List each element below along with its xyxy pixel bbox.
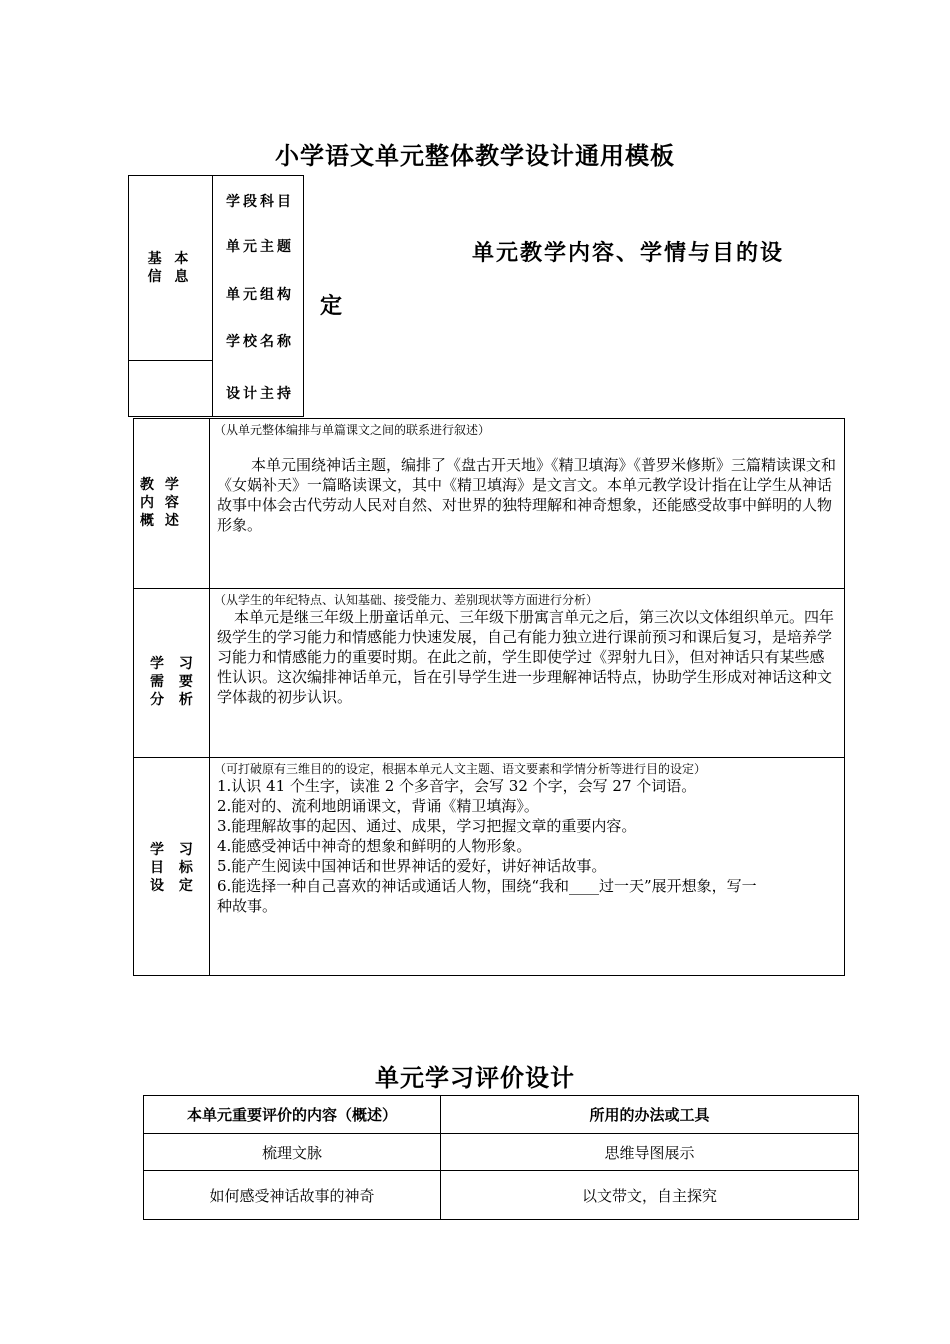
divider <box>212 175 213 417</box>
divider <box>133 588 845 589</box>
goal-item: 2.能对的、流利地朗诵课文，背诵《精卫填海》。 <box>217 797 539 815</box>
section-hint: （从学生的年纪特点、认知基础、接受能力、差别现状等方面进行分析） <box>214 593 599 607</box>
page-title: 小学语文单元整体教学设计通用模板 <box>275 142 675 170</box>
section-heading-continued: 定 <box>320 294 343 319</box>
table-cell: 梳理文脉 <box>144 1134 441 1171</box>
table-header-row <box>144 1096 859 1134</box>
column-header: 本单元重要评价的内容（概述） <box>144 1096 441 1134</box>
section-label-needs-analysis: 学 习 需 要 分 析 <box>150 656 198 708</box>
field-design-host: 设计主持 <box>226 386 294 402</box>
table-cell: 以文带文，自主探究 <box>441 1171 859 1220</box>
table-cell: 如何感受神话故事的神奇 <box>144 1171 441 1220</box>
goal-item: 4.能感受神话中神奇的想象和鲜明的人物形象。 <box>217 837 532 855</box>
evaluation-table <box>143 1095 859 1220</box>
section-paragraph: 本单元是继三年级上册童话单元、三年级下册寓言单元之后，第三次以文体组织单元。四年级学生的学习能力和情感能力快速发展，自己有能力独立进行课前预习和课后复习，是培养学习能力和情感能力的重要时期。在此之前，学生即使学过《羿射九日》，但对神话只有某些感性认识。这次编排神话单元，旨在引导学生进一步理解神话特点，协助学生形成对神话这种文学体裁的初步认识。 <box>217 608 835 706</box>
section-heading: 单元教学内容、学情与目的设 <box>472 241 785 266</box>
goal-item: 6.能选择一种自己喜欢的神话或通话人物，围绕“我和____过一天”展开想象，写一 <box>217 877 757 895</box>
field-unit-structure: 单元组构 <box>226 287 294 303</box>
goal-item: 种故事。 <box>217 897 278 915</box>
table-row <box>144 1171 859 1220</box>
section-label-content-overview: 教 学 内 容 概 述 <box>140 477 182 529</box>
field-grade-subject: 学段科目 <box>226 194 294 210</box>
section-paragraph: 本单元围绕神话主题，编排了《盘古开天地》《精卫填海》《普罗米修斯》三篇精读课文和《女娲补天》一篇略读课文，其中《精卫填海》是文言文。本单元教学设计指在让学生从神话故事中体会古代劳动人民对自然、对世界的独特理解和神奇想象，还能感受故事中鲜明的人物形象。 <box>217 456 837 534</box>
goal-item: 1.认识 41 个生字，读准 2 个多音字，会写 32 个字，会写 27 个词语。 <box>217 777 697 795</box>
basic-info-label: 基 本 信 息 <box>147 251 193 285</box>
table-cell: 思维导图展示 <box>441 1134 859 1171</box>
section-label-learning-goals: 学 习 目 标 设 定 <box>150 842 198 894</box>
field-unit-theme: 单元主题 <box>226 239 294 255</box>
divider <box>209 418 210 976</box>
evaluation-title: 单元学习评价设计 <box>375 1064 575 1092</box>
goal-item: 3.能理解故事的起因、通过、成果，学习把握文章的重要内容。 <box>217 817 637 835</box>
goal-list <box>217 776 839 916</box>
field-school-name: 学校名称 <box>226 334 294 350</box>
table-row <box>144 1134 859 1171</box>
column-header: 所用的办法或工具 <box>441 1096 859 1134</box>
section-hint: （从单元整体编排与单篇课文之间的联系进行叙述） <box>214 423 491 437</box>
divider <box>133 757 845 758</box>
divider <box>128 360 212 361</box>
section-hint: （可打破原有三维目的的设定，根据本单元人文主题、语文要素和学情分析等进行目的设定） <box>214 762 707 776</box>
goal-item: 5.能产生阅读中国神话和世界神话的爱好，讲好神话故事。 <box>217 857 607 875</box>
